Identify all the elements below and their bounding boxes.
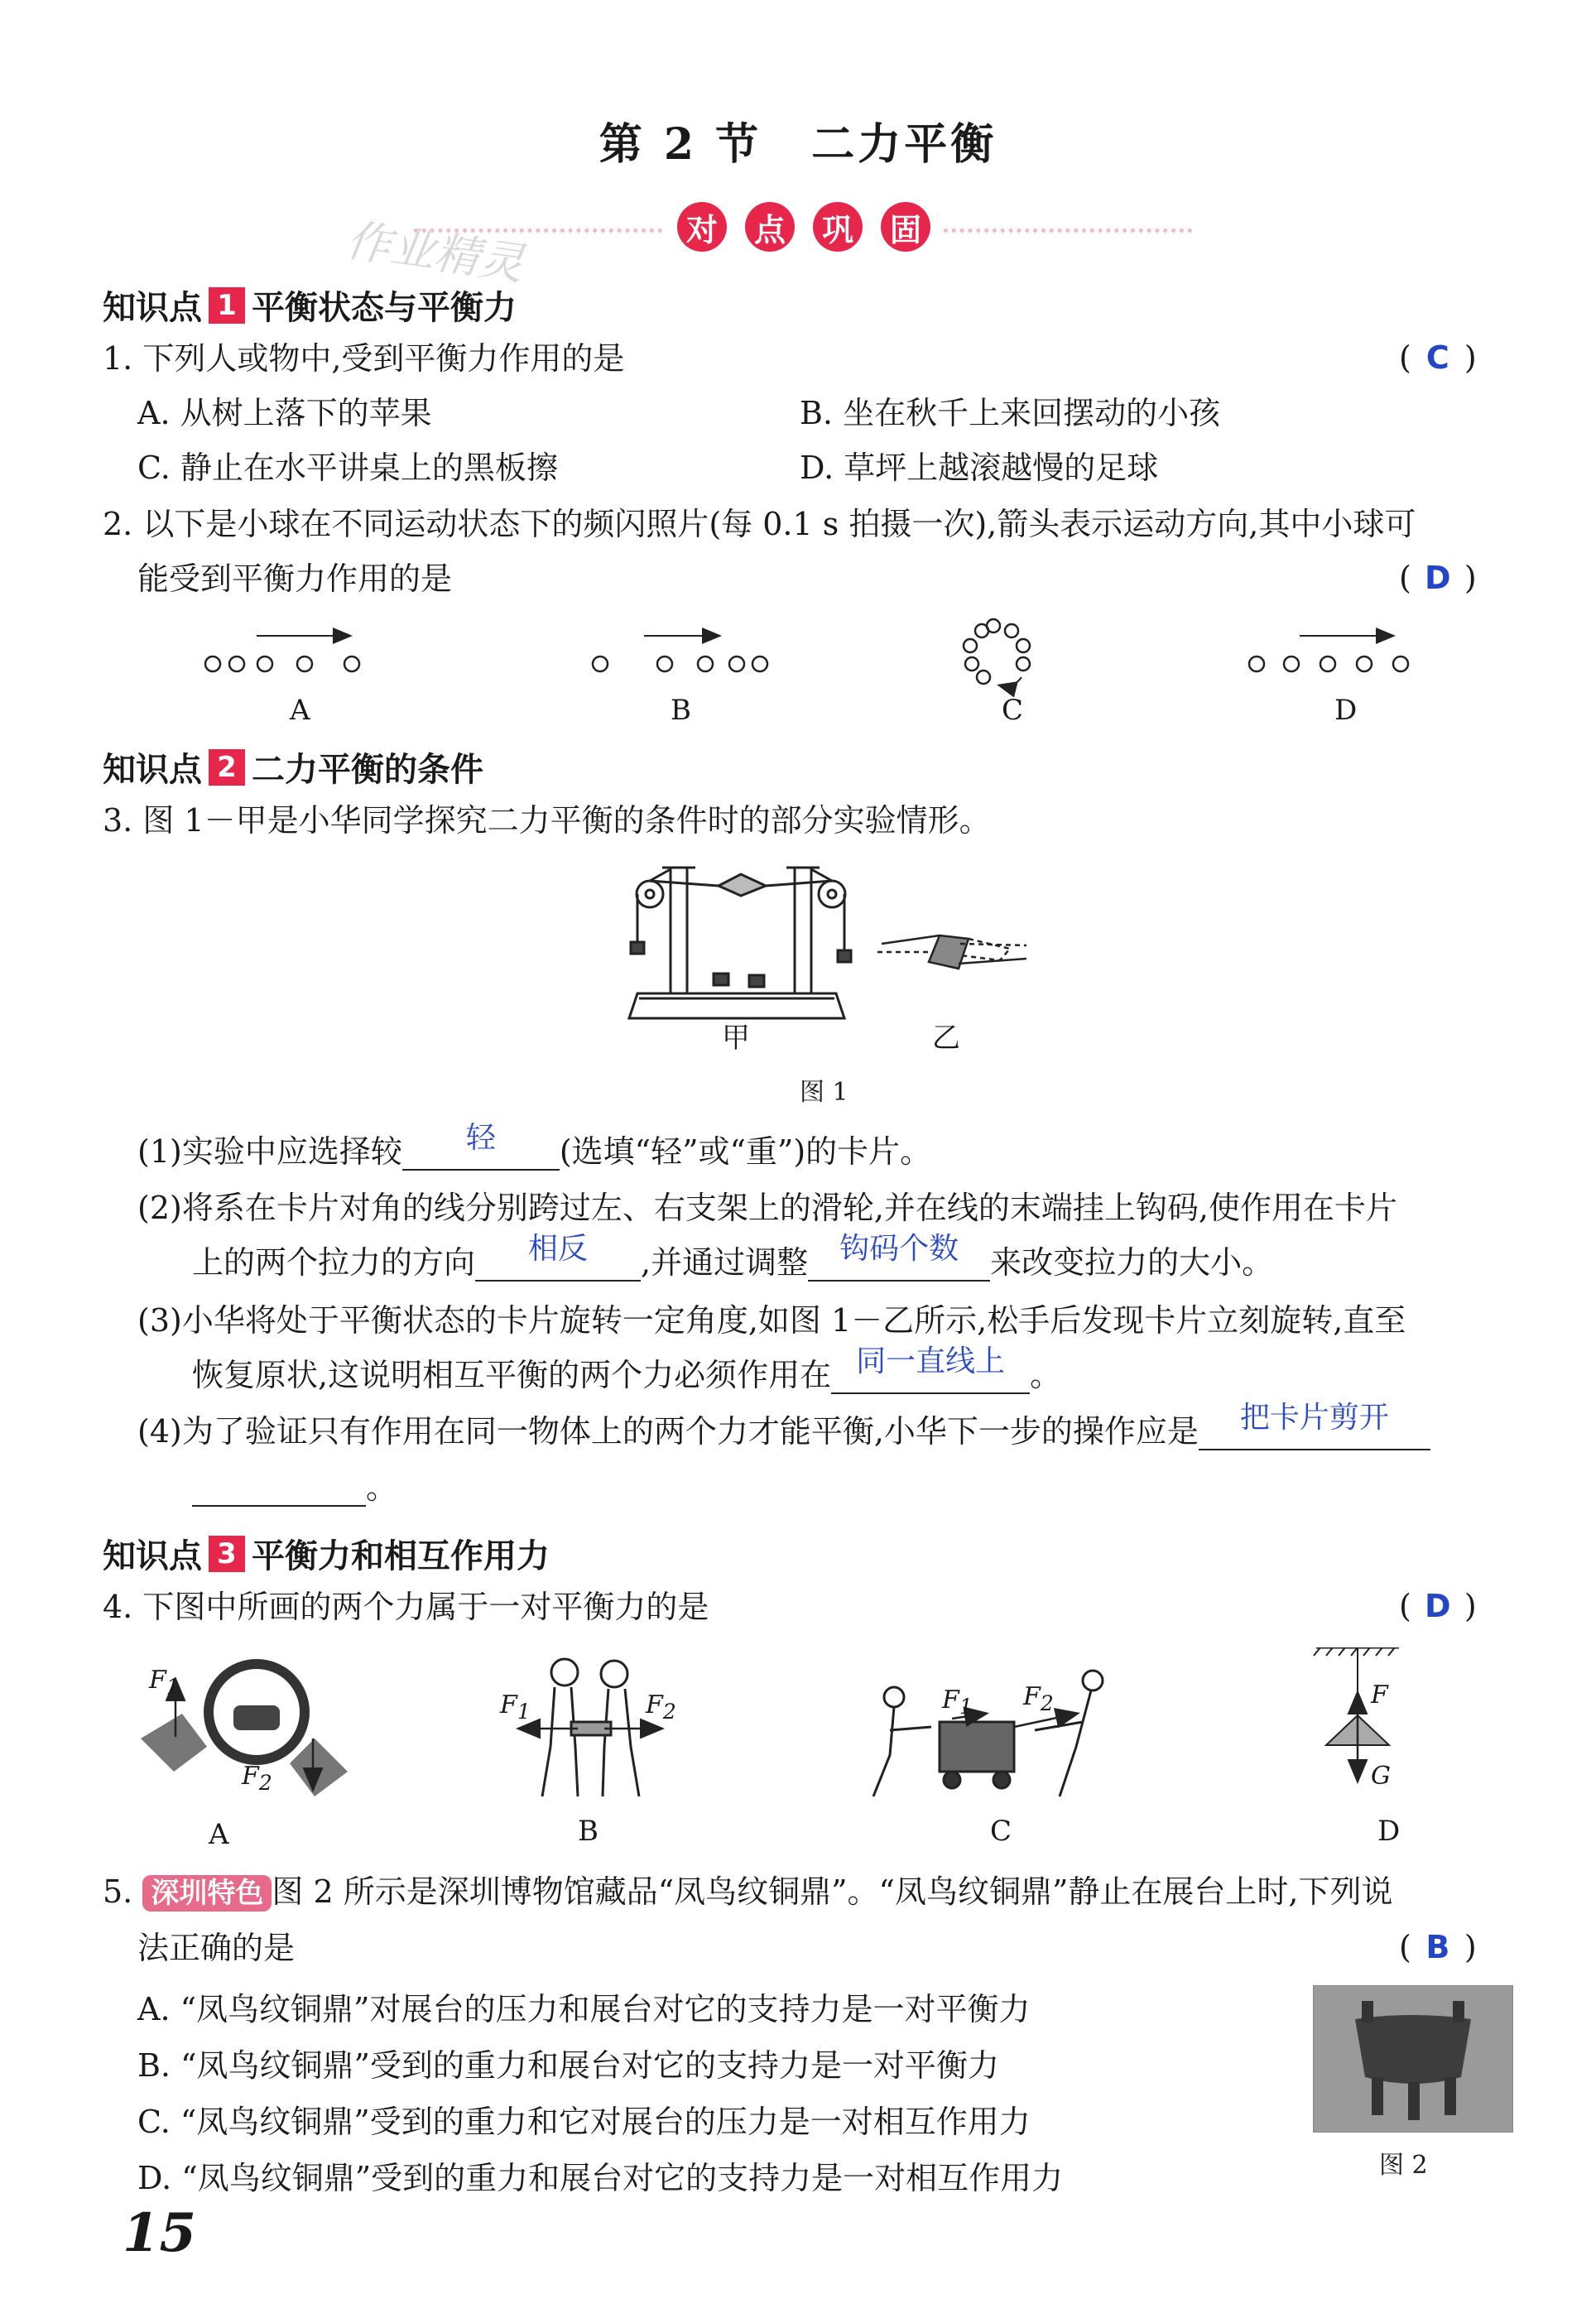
q4a-f2-label — [242, 1762, 272, 1795]
q1-option-b: B. 坐在秋千上来回摆动的小孩 — [800, 395, 1221, 431]
q2-label-c: C — [1002, 694, 1024, 727]
page-title — [0, 109, 1596, 171]
kp-label: 知识点 — [103, 750, 202, 789]
q3-part2-line2 — [192, 1232, 1274, 1282]
q2-stem-line2: 能受到平衡力作用的是 — [137, 560, 453, 597]
q3-p4-blank — [1199, 1401, 1430, 1450]
q3-figure-apparatus — [613, 853, 1043, 1043]
kp-number: 1 — [209, 287, 245, 324]
q4-label-b: B — [578, 1815, 598, 1848]
bronze-ding-icon — [1314, 1986, 1512, 2132]
q4d-g-label: G — [1371, 1762, 1391, 1791]
bronze-ding-photo — [1313, 1985, 1513, 2133]
q3-p3-answer: 同一直线上 — [856, 1344, 1006, 1378]
q3-part4-line1 — [137, 1401, 1430, 1450]
force-symbol: F — [646, 1690, 663, 1719]
knowledge-point-2 — [103, 743, 483, 791]
q3-stem: 3. 图 1－甲是小华同学探究二力平衡的条件时的部分实验情形。 — [103, 802, 991, 839]
q3-p4-text-end: 。 — [366, 1469, 398, 1506]
q3-part3-line1: (3)小华将处于平衡状态的卡片旋转一定角度,如图 1－乙所示,松手后发现卡片立刻旋转,直至 — [137, 1302, 1406, 1339]
q1-option-c: C. 静止在水平讲桌上的黑板擦 — [137, 450, 558, 486]
q3-p2-text: 上的两个拉力的方向 — [192, 1244, 476, 1281]
q3-p2-blank2 — [808, 1232, 990, 1282]
kp-title: 平衡力和相互作用力 — [252, 1537, 550, 1575]
banner-char: 对 — [677, 202, 727, 252]
q3-p1-blank — [402, 1121, 560, 1171]
q3-part2-line1: (2)将系在卡片对角的线分别跨过左、右支架上的滑轮,并在线的末端挂上钩码,使作用在卡片 — [137, 1190, 1397, 1226]
q2-answer-bracket: ( D ) — [1399, 560, 1477, 596]
q3-p1-text: (1)实验中应选择较 — [137, 1133, 402, 1170]
q5-stem-line1 — [103, 1873, 1392, 1912]
q5-number: 5. — [103, 1873, 133, 1910]
banner-char: 固 — [881, 202, 930, 252]
kp-label: 知识点 — [103, 1537, 202, 1575]
q5-option-d: D. “凤鸟纹铜鼎”受到的重力和展台对它的支持力是一对相互作用力 — [137, 2160, 1064, 2196]
q5-answer: B — [1425, 1929, 1450, 1965]
q3-fig-yi-label: 乙 — [932, 1022, 960, 1055]
q2-label-b: B — [671, 694, 691, 727]
banner-char: 点 — [745, 202, 795, 252]
force-subscript: 1 — [517, 1700, 531, 1724]
knowledge-point-1 — [103, 281, 517, 329]
force-subscript: 2 — [1040, 1691, 1054, 1715]
knowledge-point-3 — [103, 1530, 550, 1577]
watermark: 作业精灵 — [343, 214, 527, 291]
force-symbol: F — [500, 1690, 517, 1719]
q4-label-d: D — [1377, 1815, 1401, 1848]
force-symbol: F — [149, 1666, 166, 1695]
q2-answer: D — [1425, 560, 1451, 596]
q1-stem: 1. 下列人或物中,受到平衡力作用的是 — [103, 340, 625, 377]
q4-answer-bracket: ( D ) — [1399, 1588, 1477, 1624]
force-symbol: F — [242, 1762, 259, 1791]
q4-label-a: A — [209, 1818, 229, 1851]
force-symbol: F — [1023, 1682, 1041, 1711]
section-title: 二力平衡 — [811, 119, 997, 170]
q4b-f1-label — [500, 1690, 531, 1724]
q2-stem-line1: 2. 以下是小球在不同运动状态下的频闪照片(每 0.1 s 拍摄一次),箭头表示运动方向,其中小球可 — [103, 506, 1416, 542]
kp-number: 2 — [209, 749, 245, 786]
force-subscript: 2 — [258, 1771, 272, 1795]
force-subscript: 1 — [959, 1695, 973, 1719]
q3-part3-line2 — [192, 1344, 1062, 1394]
q4a-f1-label — [149, 1666, 180, 1699]
q2-label-d: D — [1334, 694, 1358, 727]
q3-p3-text-end: 。 — [1030, 1357, 1062, 1393]
q2-label-a: A — [290, 694, 310, 727]
force-subscript: 2 — [662, 1700, 676, 1724]
kp-number: 3 — [209, 1536, 245, 1572]
q3-fig-jia-label: 甲 — [722, 1022, 750, 1055]
q5-stem-line2: 法正确的是 — [137, 1930, 296, 1966]
q4-figures — [124, 1647, 1490, 1813]
q3-p2-text-end: 来改变拉力的大小。 — [990, 1244, 1274, 1281]
q3-p1-text-end: (选填“轻”或“重”)的卡片。 — [559, 1133, 932, 1170]
section-banner — [677, 202, 930, 252]
q5-answer-bracket: ( B ) — [1399, 1929, 1477, 1965]
q3-p2-blank1 — [475, 1232, 641, 1282]
q3-p4-answer: 把卡片剪开 — [1239, 1401, 1389, 1435]
q1-answer: C — [1425, 339, 1449, 376]
kp-label: 知识点 — [103, 288, 202, 327]
kp-title: 平衡状态与平衡力 — [252, 288, 517, 327]
q3-p2-answer2: 钩码个数 — [839, 1232, 959, 1266]
q1-answer-bracket: ( C ) — [1399, 339, 1477, 376]
q3-p1-answer: 轻 — [465, 1121, 496, 1155]
q5-figure-caption: 图 2 — [1379, 2151, 1428, 2180]
kp-title: 二力平衡的条件 — [252, 750, 483, 789]
q3-p3-text: 恢复原状,这说明相互平衡的两个力必须作用在 — [192, 1357, 832, 1393]
q4c-f1-label — [942, 1686, 973, 1719]
q5-option-a: A. “凤鸟纹铜鼎”对展台的压力和展台对它的支持力是一对平衡力 — [137, 1991, 1031, 2027]
q5-stem-text: 图 2 所示是深圳博物馆藏品“凤鸟纹铜鼎”。“凤鸟纹铜鼎”静止在展台上时,下列说 — [272, 1873, 1393, 1910]
q4d-f-label: F — [1371, 1681, 1388, 1710]
q2-figures — [166, 613, 1490, 729]
q3-part4-line2 — [192, 1469, 397, 1507]
q5-special-tag: 深圳特色 — [142, 1875, 272, 1912]
q4-label-c: C — [990, 1815, 1012, 1848]
q4-stem: 4. 下图中所画的两个力属于一对平衡力的是 — [103, 1589, 709, 1625]
banner-char: 巩 — [813, 202, 863, 252]
q3-p2-text-mid: ,并通过调整 — [641, 1244, 809, 1281]
q3-part1 — [137, 1121, 932, 1171]
q4b-f2-label — [646, 1690, 676, 1724]
q3-figure-caption: 图 1 — [800, 1078, 848, 1107]
q5-option-c: C. “凤鸟纹铜鼎”受到的重力和它对展台的压力是一对相互作用力 — [137, 2104, 1031, 2140]
q3-p2-answer1: 相反 — [528, 1232, 589, 1266]
q3-p3-blank — [831, 1344, 1030, 1394]
q1-option-a: A. 从树上落下的苹果 — [137, 395, 432, 431]
banner-line-right — [944, 228, 1192, 233]
force-symbol: F — [942, 1686, 959, 1714]
page-number: 15 — [123, 2202, 197, 2264]
force-subscript: 1 — [166, 1675, 180, 1699]
q3-p4-text: (4)为了验证只有作用在同一物体上的两个力才能平衡,小华下一步的操作应是 — [137, 1413, 1199, 1450]
section-number: 第 2 节 — [598, 119, 762, 170]
q3-p4-blank-cont — [192, 1469, 366, 1507]
q4c-f2-label — [1023, 1682, 1054, 1715]
q5-option-b: B. “凤鸟纹铜鼎”受到的重力和展台对它的支持力是一对平衡力 — [137, 2047, 999, 2084]
q1-option-d: D. 草坪上越滚越慢的足球 — [800, 450, 1159, 486]
q4-answer: D — [1425, 1588, 1451, 1624]
